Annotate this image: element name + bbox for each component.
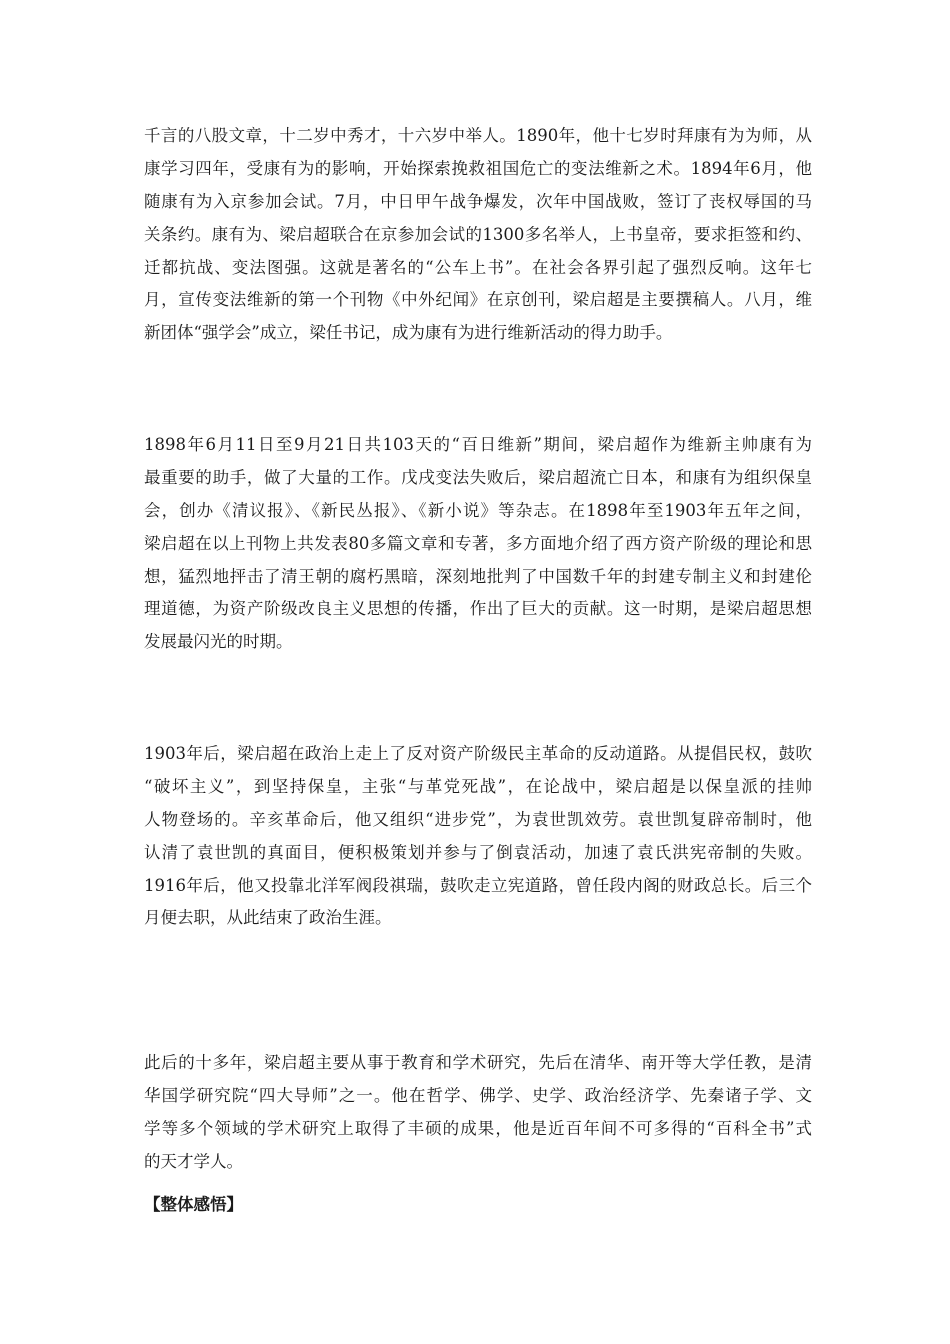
paragraph-line: 此后的十多年，梁启超主要从事于教育和学术研究，先后在清华、南开等大学任教，是清 — [144, 1053, 812, 1072]
paragraph-line: 康学习四年，受康有为的影响，开始探索挽救祖国危亡的变法维新之术。1894年6月，他 — [144, 158, 812, 178]
paragraph-line: 月，宣传变法维新的第一个刊物《中外纪闻》在京创刊，梁启超是主要撰稿人。八月，维 — [144, 290, 812, 310]
paragraph-line: 学等多个领域的学术研究上取得了丰硕的成果，他是近百年间不可多得的“百科全书”式 — [144, 1118, 812, 1138]
paragraph-line: 1898年6月11日至9月21日共103天的“百日维新”期间，梁启超作为维新主帅康有为 — [144, 435, 812, 454]
paragraph-1 — [144, 120, 812, 350]
paragraph-line: 千言的八股文章，十二岁中秀才，十六岁中举人。1890年，他十七岁时拜康有为为师，从 — [144, 126, 812, 145]
paragraph-2 — [144, 429, 812, 659]
paragraph-line: 关条约。康有为、梁启超联合在京参加会试的1300多名举人，上书皇帝，要求拒签和约、 — [144, 224, 812, 244]
paragraph-4 — [144, 1047, 812, 1179]
paragraph-line: 月便去职，从此结束了政治生涯。 — [144, 908, 392, 928]
paragraph-line: 迁都抗战、变法图强。这就是著名的“公车上书”。在社会各界引起了强烈反响。这年七 — [144, 257, 812, 277]
paragraph-line: 认清了袁世凯的真面目，便积极策划并参与了倒袁活动，加速了袁氏洪宪帝制的失败。 — [144, 842, 812, 862]
paragraph-line: 人物登场的。辛亥革命后，他又组织“进步党”，为袁世凯效劳。袁世凯复辟帝制时，他 — [144, 809, 812, 829]
paragraph-line: 最重要的助手，做了大量的工作。戊戌变法失败后，梁启超流亡日本，和康有为组织保皇 — [144, 467, 812, 487]
paragraph-line: “破坏主义”，到坚持保皇，主张“与革党死战”，在论战中，梁启超是以保皇派的挂帅 — [144, 776, 812, 796]
paragraph-line: 1916年后，他又投靠北洋军阀段祺瑞，鼓吹走立宪道路，曾任段内阁的财政总长。后三个 — [144, 875, 812, 895]
paragraph-line: 梁启超在以上刊物上共发表80多篇文章和专著，多方面地介绍了西方资产阶级的理论和思 — [144, 533, 812, 553]
paragraph-line: 的天才学人。 — [144, 1151, 243, 1171]
paragraph-line: 发展最闪光的时期。 — [144, 632, 293, 652]
paragraph-3 — [144, 738, 812, 935]
paragraph-line: 1903年后，梁启超在政治上走上了反对资产阶级民主革命的反动道路。从提倡民权，鼓吹 — [144, 744, 812, 763]
paragraph-line: 理道德，为资产阶级改良主义思想的传播，作出了巨大的贡献。这一时期，是梁启超思想 — [144, 599, 812, 619]
paragraph-line: 华国学研究院“四大导师”之一。他在哲学、佛学、史学、政治经济学、先秦诸子学、文 — [144, 1085, 812, 1105]
paragraph-line: 想，猛烈地抨击了清王朝的腐朽黑暗，深刻地批判了中国数千年的封建专制主义和封建伦 — [144, 566, 812, 586]
paragraph-line: 随康有为入京参加会试。7月，中日甲午战争爆发，次年中国战败，签订了丧权辱国的马 — [144, 191, 812, 211]
paragraph-line: 会，创办《清议报》、《新民丛报》、《新小说》等杂志。在1898年至1903年五年之间， — [144, 500, 812, 520]
paragraph-line: 新团体“强学会”成立，梁任书记，成为康有为进行维新活动的得力助手。 — [144, 323, 673, 343]
section-heading: 【整体感悟】 — [144, 1195, 243, 1214]
